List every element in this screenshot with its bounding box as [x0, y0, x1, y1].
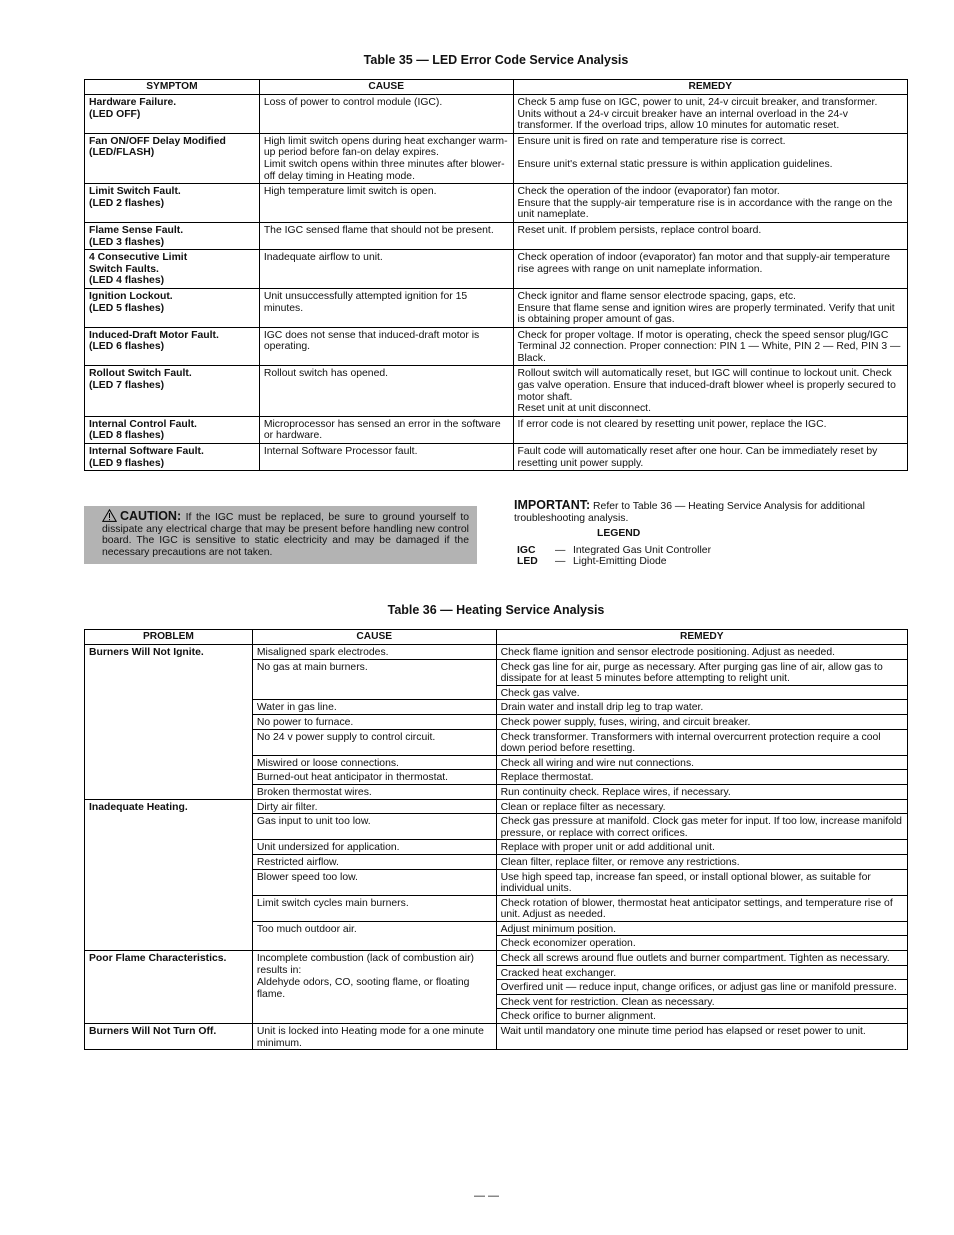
symptom-line: (LED OFF) — [89, 108, 141, 120]
cause-cell — [259, 184, 513, 223]
symptom-cell — [85, 95, 260, 134]
remedy-text: Reset unit. If problem persists, replace control board. — [517, 224, 762, 236]
symptom-line: (LED/FLASH) — [89, 147, 155, 159]
symptom-line: Ignition Lockout. — [89, 290, 173, 302]
column-header-cause: CAUSE — [252, 630, 496, 645]
cause-cell — [259, 416, 513, 443]
remedy-cell: Check all wiring and wire nut connections. — [496, 755, 907, 770]
cause-text: Microprocessor has sensed an error in the software or hardware. — [263, 418, 501, 442]
led-error-code-table — [84, 79, 908, 471]
important-note — [514, 500, 910, 524]
caution-text: If the IGC must be replaced, be sure to ground yourself to dissipate any electrical charge that may be present before handling new control board. The IGC is sensitive to static electricity and may be damaged if the necessary precautions are not taken. — [102, 512, 469, 558]
remedy-cell: Use high speed tap, increase fan speed, or install optional blower, as suitable for individual units. — [496, 869, 907, 895]
remedy-cell — [513, 366, 907, 416]
remedy-cell: Adjust minimum position. — [496, 921, 907, 936]
cause-text: High temperature limit switch is open. — [263, 186, 437, 198]
symptom-line: (LED 9 flashes) — [89, 457, 165, 469]
remedy-cell: Replace with proper unit or add additional unit. — [496, 840, 907, 855]
symptom-line: (LED 6 flashes) — [89, 341, 165, 353]
symptom-cell — [85, 250, 260, 289]
remedy-cell: Check power supply, fuses, wiring, and circuit breaker. — [496, 714, 907, 729]
symptom-line: Internal Software Fault. — [89, 446, 204, 458]
remedy-text: Check the operation of the indoor (evaporator) fan motor. — [517, 186, 780, 198]
cause-text: Unit undersized for application. — [256, 842, 400, 854]
legend-item — [517, 545, 711, 557]
symptom-cell — [85, 366, 260, 416]
symptom-cell — [85, 133, 260, 183]
cause-text: Too much outdoor air. — [256, 923, 357, 935]
cause-text: Limit switch cycles main burners. — [256, 897, 409, 909]
column-header-remedy: REMEDY — [496, 630, 907, 645]
legend-meaning: Light-Emitting Diode — [573, 556, 667, 567]
remedy-cell: Cracked heat exchanger. — [496, 965, 907, 980]
cause-cell — [259, 444, 513, 471]
cause-cell — [252, 854, 496, 869]
important-label: IMPORTANT: — [514, 498, 591, 512]
cause-text: Blower speed too low. — [256, 871, 358, 883]
legend-dash: — — [555, 556, 566, 567]
cause-cell — [252, 714, 496, 729]
remedy-cell: Run continuity check. Replace wires, if necessary. — [496, 784, 907, 799]
remedy-cell: Overfired unit — reduce input, change orifices, or adjust gas line or manifold pressure. — [496, 980, 907, 995]
legend-abbr: LED — [517, 556, 538, 567]
remedy-text: Reset unit at unit disconnect. — [517, 403, 651, 415]
symptom-cell — [85, 416, 260, 443]
table-row — [85, 645, 908, 660]
remedy-text: Rollout switch will automatically reset, but IGC will continue to lockout unit. Check gas valve operation. Ensure that induced-draft blower wheel is properly secured to motor shaft. — [517, 368, 896, 403]
page-number: — — — [474, 1190, 500, 1202]
table-row — [85, 444, 908, 471]
remedy-text — [518, 147, 903, 159]
legend-meaning: Integrated Gas Unit Controller — [573, 545, 712, 556]
legend-title: LEGEND — [597, 528, 641, 539]
cause-text: Loss of power to control module (IGC). — [263, 97, 443, 108]
cause-text: Dirty air filter. — [256, 801, 318, 813]
caution-label: CAUTION: — [120, 509, 182, 523]
table-row — [85, 951, 908, 966]
symptom-cell — [85, 288, 260, 327]
symptom-line: (LED 4 flashes) — [89, 275, 165, 287]
table-35-title: Table 35 — LED Error Code Service Analysis — [363, 53, 629, 67]
legend-dash: — — [555, 545, 566, 556]
cause-cell — [252, 659, 496, 700]
symptom-cell — [85, 444, 260, 471]
legend-item — [517, 556, 667, 568]
remedy-text: Ensure unit's external static pressure is within application guidelines. — [517, 158, 833, 170]
remedy-text: Check for proper voltage. If motor is operating, check the speed sensor plug/IGC Terminal J2 connection. Proper connection: PIN 1 — White, PIN 2 — Red, PIN 3 — Black. — [517, 329, 901, 364]
remedy-cell — [513, 95, 907, 134]
remedy-cell: Check gas valve. — [496, 685, 907, 700]
column-header-symptom: SYMPTOM — [85, 80, 260, 95]
symptom-line: 4 Consecutive Limit — [89, 252, 188, 264]
symptom-line: Hardware Failure. — [89, 97, 177, 108]
cause-cell — [252, 951, 496, 1024]
cause-cell — [259, 250, 513, 289]
column-header-cause: CAUSE — [259, 80, 513, 95]
problem-cell: Poor Flame Characteristics. — [85, 951, 253, 1024]
symptom-line: (LED 8 flashes) — [89, 430, 165, 442]
cause-cell — [259, 366, 513, 416]
cause-cell — [252, 869, 496, 895]
table-row — [85, 799, 908, 814]
cause-cell — [252, 921, 496, 950]
symptom-line: (LED 7 flashes) — [89, 380, 165, 392]
table-header-row — [85, 80, 908, 95]
remedy-cell: Replace thermostat. — [496, 770, 907, 785]
symptom-cell — [85, 222, 260, 249]
cause-text: Limit switch opens within three minutes after blower-off delay timing in Heating mode. — [263, 158, 505, 182]
symptom-line: Internal Control Fault. — [89, 418, 197, 430]
legend-abbr: IGC — [517, 545, 536, 556]
cause-text: Unit is locked into Heating mode for a one minute minimum. — [256, 1026, 484, 1049]
remedy-cell: Check economizer operation. — [496, 936, 907, 951]
cause-cell — [259, 327, 513, 366]
cause-text: Misaligned spark electrodes. — [256, 647, 389, 658]
cause-text: Restricted airflow. — [256, 856, 339, 868]
symptom-line: Flame Sense Fault. — [89, 224, 184, 236]
cause-cell — [252, 700, 496, 715]
table-row — [85, 222, 908, 249]
heating-service-table — [84, 629, 908, 1050]
symptom-line: Fan ON/OFF Delay Modified — [89, 135, 226, 147]
cause-text: Miswired or loose connections. — [256, 757, 399, 769]
symptom-line: (LED 2 flashes) — [89, 197, 165, 209]
cause-cell — [252, 1024, 496, 1050]
remedy-text: Ensure that flame sense and ignition wires are properly terminated. Verify that unit is obtaining proper amount of gas. — [517, 302, 895, 326]
symptom-cell — [85, 184, 260, 223]
table-row — [85, 288, 908, 327]
remedy-cell: Drain water and install drip leg to trap water. — [496, 700, 907, 715]
remedy-cell — [513, 222, 907, 249]
cause-cell — [252, 645, 496, 660]
cause-text: Broken thermostat wires. — [256, 786, 372, 798]
remedy-cell: Check gas line for air, purge as necessary. After purging gas line of air, allow gas to dissipate for at least 5 minutes before attempting to relight unit. — [496, 659, 907, 685]
remedy-cell: Check transformer. Transformers with internal overcurrent protection require a cool down period before resetting. — [496, 729, 907, 755]
cause-text: No gas at main burners. — [256, 661, 368, 673]
table-row — [85, 366, 908, 416]
table-row — [85, 1024, 908, 1050]
remedy-cell: Wait until mandatory one minute time period has elapsed or reset power to unit. — [496, 1024, 907, 1050]
cause-text: Rollout switch has opened. — [263, 368, 389, 380]
remedy-text: Check operation of indoor (evaporator) fan motor and that supply-air temperature rise agrees with range on unit nameplate information. — [517, 252, 891, 275]
cause-cell — [252, 770, 496, 785]
cause-cell — [259, 288, 513, 327]
remedy-cell: Clean or replace filter as necessary. — [496, 799, 907, 814]
remedy-text: Fault code will automatically reset after one hour. Can be immediately reset by resetting unit power supply. — [517, 446, 878, 469]
remedy-cell: Check all screws around flue outlets and burner compartment. Tighten as necessary. — [496, 951, 907, 966]
problem-cell: Inadequate Heating. — [85, 799, 253, 951]
symptom-line: Induced-Draft Motor Fault. — [89, 329, 219, 341]
cause-text: Burned-out heat anticipator in thermostat. — [256, 772, 449, 784]
cause-cell — [252, 784, 496, 799]
remedy-cell: Clean filter, replace filter, or remove any restrictions. — [496, 854, 907, 869]
remedy-cell — [513, 250, 907, 289]
cause-text: Internal Software Processor fault. — [263, 446, 418, 458]
table-row — [85, 416, 908, 443]
symptom-line: Switch Faults. — [89, 263, 159, 275]
cause-cell — [259, 133, 513, 183]
remedy-cell — [513, 184, 907, 223]
cause-cell — [259, 95, 513, 134]
caution-box — [84, 506, 477, 564]
table-row — [85, 95, 908, 134]
cause-cell — [252, 729, 496, 755]
symptom-cell — [85, 327, 260, 366]
cause-cell — [252, 814, 496, 840]
table-36-title: Table 36 — Heating Service Analysis — [387, 603, 605, 617]
remedy-cell: Check vent for restriction. Clean as necessary. — [496, 994, 907, 1009]
remedy-cell — [513, 288, 907, 327]
table-row — [85, 250, 908, 289]
table-row — [85, 133, 908, 183]
table-row — [85, 327, 908, 366]
table-row — [85, 184, 908, 223]
cause-text: Unit unsuccessfully attempted ignition for 15 minutes. — [263, 290, 468, 314]
problem-cell: Burners Will Not Turn Off. — [85, 1024, 253, 1050]
remedy-text: Ensure that the supply-air temperature rise is in accordance with the range on the unit nameplate. — [517, 197, 893, 221]
remedy-text: If error code is not cleared by resetting unit power, replace the IGC. — [517, 418, 827, 430]
cause-cell — [252, 799, 496, 814]
remedy-cell: Check gas pressure at manifold. Clock gas meter for input. If too low, increase manifold pressure, or replace with correct orifices. — [496, 814, 907, 840]
cause-text: Inadequate airflow to unit. — [263, 252, 383, 264]
remedy-cell — [513, 416, 907, 443]
cause-text: Aldehyde odors, CO, sooting flame, or floating flame. — [256, 977, 470, 1000]
cause-text: The IGC sensed flame that should not be present. — [263, 224, 494, 236]
cause-cell — [252, 895, 496, 921]
remedy-cell: Check rotation of blower, thermostat heat anticipator settings, and temperature rise of unit. Adjust as needed. — [496, 895, 907, 921]
table-header-row — [85, 630, 908, 645]
column-header-remedy: REMEDY — [513, 80, 907, 95]
cause-text: IGC does not sense that induced-draft motor is operating. — [263, 329, 480, 353]
problem-cell: Burners Will Not Ignite. — [85, 645, 253, 800]
remedy-cell: Check orifice to burner alignment. — [496, 1009, 907, 1024]
remedy-text: Ensure unit is fired on rate and temperature rise is correct. — [517, 135, 786, 147]
cause-cell — [259, 222, 513, 249]
cause-text: Incomplete combustion (lack of combustion air) results in: — [256, 953, 475, 976]
remedy-cell — [513, 133, 907, 183]
remedy-cell — [513, 327, 907, 366]
cause-cell — [252, 840, 496, 855]
cause-text: No power to furnace. — [256, 716, 354, 728]
symptom-line: (LED 3 flashes) — [89, 236, 165, 248]
remedy-cell: Check flame ignition and sensor electrode positioning. Adjust as needed. — [496, 645, 907, 660]
cause-text: No 24 v power supply to control circuit. — [256, 731, 436, 743]
symptom-line: (LED 5 flashes) — [89, 302, 165, 314]
cause-text: Water in gas line. — [256, 702, 337, 714]
important-text: Refer to Table 36 — Heating Service Analysis for additional troubleshooting analysis. — [514, 501, 865, 524]
cause-text: Gas input to unit too low. — [256, 816, 371, 828]
symptom-line: Rollout Switch Fault. — [89, 368, 192, 380]
warning-triangle-icon — [102, 509, 117, 522]
remedy-text: Check 5 amp fuse on IGC, power to unit, 24-v circuit breaker, and transformer. Units without a 24-v circuit breaker have an internal overload in the 24-v transformer. If the overload trips, allow 10 minutes for automatic reset. — [517, 97, 878, 132]
remedy-text: Check ignitor and flame sensor electrode spacing, gaps, etc. — [517, 290, 796, 302]
cause-text: High limit switch opens during heat exchanger warm-up period before fan-on delay expires. — [263, 135, 508, 159]
symptom-line: Limit Switch Fault. — [89, 186, 181, 198]
cause-cell — [252, 755, 496, 770]
remedy-cell — [513, 444, 907, 471]
column-header-problem: PROBLEM — [85, 630, 253, 645]
